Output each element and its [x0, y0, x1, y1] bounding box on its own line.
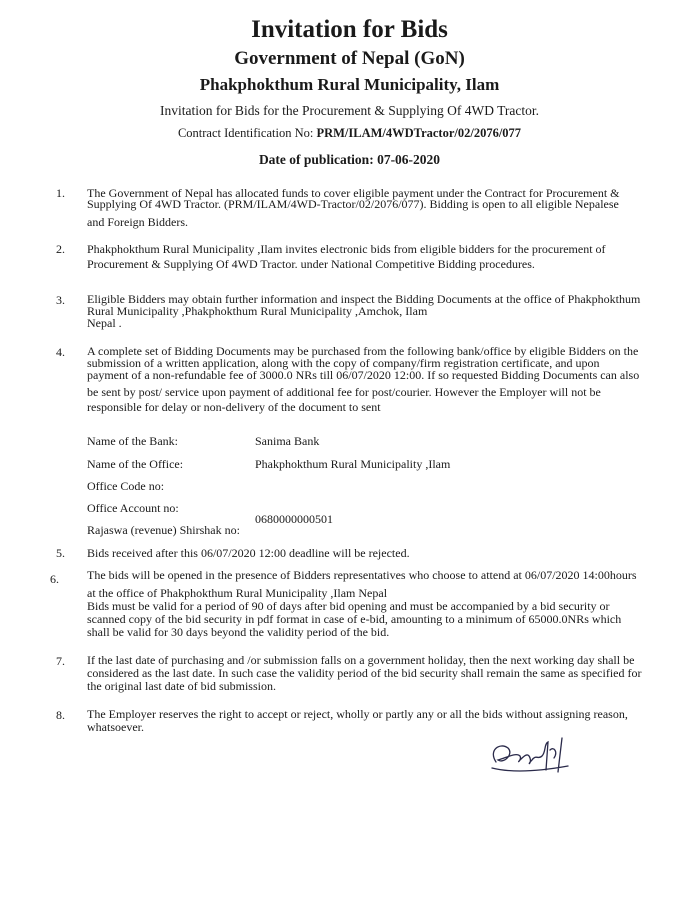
item-line: If the last date of purchasing and /or submission falls on a government holiday, then the next working day shall be — [87, 653, 635, 667]
item-line: Nepal . — [87, 316, 122, 330]
item-number: 2. — [56, 242, 65, 256]
item-line: responsible for delay or non-delivery of the document to sent — [87, 400, 381, 414]
list-item — [87, 546, 652, 560]
account-number: 0680000000501 — [255, 512, 333, 526]
government-heading: Government of Nepal (GoN) — [234, 48, 465, 69]
office-name-label: Name of the Office: — [87, 457, 184, 471]
item-number: 3. — [56, 293, 65, 307]
item-line: Eligible Bidders may obtain further information and inspect the Bidding Documents at the office of Phakphokthum — [87, 292, 641, 306]
signature-mark — [486, 730, 586, 780]
list-item — [87, 345, 652, 415]
office-code-label: Office Code no: — [87, 479, 165, 493]
item-line: whatsoever. — [87, 720, 144, 734]
item-line: at the office of Phakphokthum Rural Municipality ,Ilam Nepal — [87, 586, 388, 600]
item-number: 7. — [56, 654, 65, 668]
item-line: and Foreign Bidders. — [87, 215, 188, 229]
item-line: Supplying Of 4WD Tractor. (PRM/ILAM/4WD-Tractor/02/2076/077). Bidding is open to all eligible Nepalese — [87, 197, 619, 211]
item-number: 1. — [56, 186, 65, 200]
item-line: The Employer reserves the right to accept or reject, wholly or partly any or all the bids without assigning reason, — [87, 707, 628, 721]
office-name-value: Phakphokthum Rural Municipality ,Ilam — [255, 457, 451, 471]
list-item — [87, 242, 652, 272]
item-line: Bids received after this 06/07/2020 12:00 deadline will be rejected. — [87, 546, 410, 560]
item-line: Procurement & Supplying Of 4WD Tractor. under National Competitive Bidding procedures. — [87, 257, 535, 271]
item-line: payment of a non-refundable fee of 3000.0 NRs till 06/07/2020 12:00. If so requested Bidding Documents can also — [87, 368, 640, 382]
revenue-label: Rajaswa (revenue) Shirshak no: — [87, 523, 240, 537]
item-line: the original last date of bid submission. — [87, 679, 276, 693]
list-item — [87, 654, 672, 693]
item-line: The bids will be opened in the presence of Bidders representatives who choose to attend at 06/07/2020 14:00hours — [87, 568, 637, 582]
contract-id — [0, 126, 699, 141]
item-line: Rural Municipality ,Phakphokthum Rural Municipality ,Amchok, Ilam — [87, 304, 428, 318]
bank-name-value: Sanima Bank — [255, 434, 320, 448]
list-item — [87, 293, 652, 329]
list-item — [87, 186, 652, 229]
contract-number: PRM/ILAM/4WDTractor/02/2076/077 — [316, 126, 522, 140]
item-number: 8. — [56, 708, 65, 722]
item-number: 4. — [56, 345, 65, 359]
item-line: submission of a written application, along with the copy of company/firm registration certificate, and upon — [87, 356, 600, 370]
subtitle: Invitation for Bids for the Procurement & Supplying Of 4WD Tractor. — [159, 103, 540, 118]
list-item — [87, 568, 672, 639]
item-line: shall be valid for 30 days beyond the validity period of the bid. — [87, 625, 390, 639]
office-account-label: Office Account no: — [87, 501, 179, 515]
item-line: A complete set of Bidding Documents may be purchased from the following bank/office by eligible Bidders on the — [87, 344, 639, 358]
publication-date: Date of publication: 07-06-2020 — [258, 152, 441, 167]
item-line: The Government of Nepal has allocated funds to cover eligible payment under the Contract for Procurement & — [87, 186, 620, 200]
municipality-heading: Phakphokthum Rural Municipality, Ilam — [199, 75, 500, 94]
item-line: scanned copy of the bid security in pdf format in case of e-bid, amounting to a minimum of 65000.0NRs which — [87, 612, 622, 626]
item-number: 5. — [56, 546, 65, 560]
item-number: 6. — [50, 572, 59, 586]
item-line: Bids must be valid for a period of 90 of days after bid opening and must be accompanied by a bid security or — [87, 599, 610, 613]
item-line: Phakphokthum Rural Municipality ,Ilam invites electronic bids from eligible bidders for the procurement of — [87, 242, 606, 256]
contract-label: Contract Identification No: — [177, 126, 314, 140]
page-title: Invitation for Bids — [251, 16, 448, 43]
item-line: be sent by post/ service upon payment of additional fee for post/courier. However the Employer will not be — [87, 385, 601, 399]
bank-name-label: Name of the Bank: — [87, 434, 178, 448]
item-line: considered as the last date. In such case the validity period of the bid security shall remain the same as specified for — [87, 666, 642, 680]
